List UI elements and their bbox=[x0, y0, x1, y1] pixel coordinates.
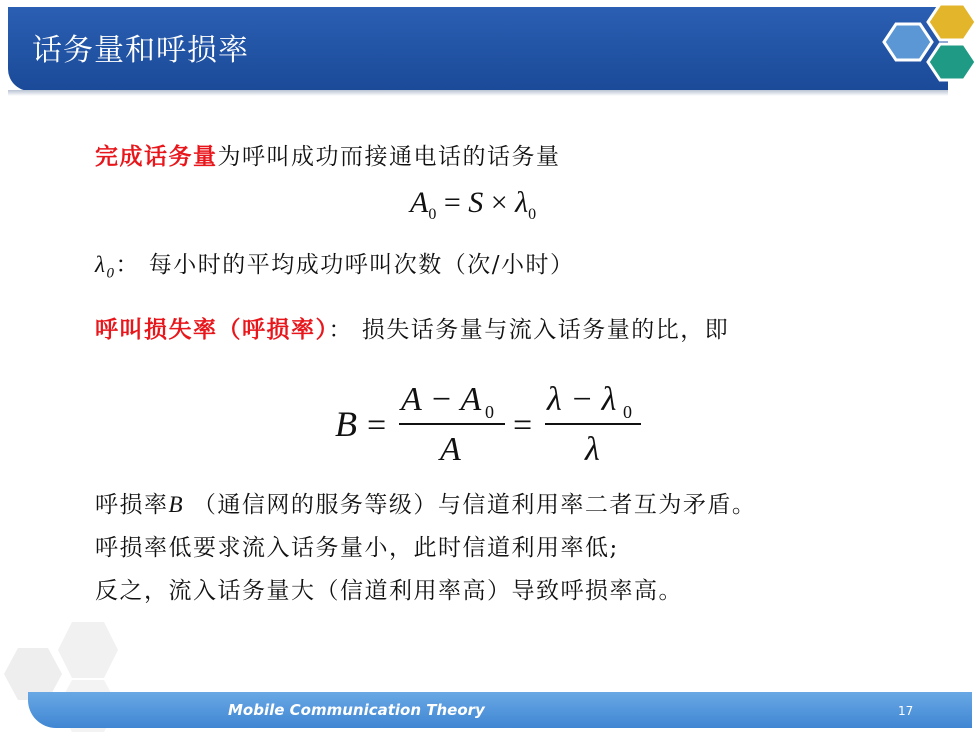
loss-rate-line bbox=[95, 311, 729, 344]
formula-num2-sub: 0 bbox=[623, 402, 632, 422]
formula-lhs: B bbox=[335, 404, 357, 444]
completed-traffic-term: 完成话务量 bbox=[95, 143, 218, 170]
completed-traffic-line bbox=[95, 138, 561, 171]
formula-eq1: = bbox=[367, 407, 387, 444]
loss-rate-formula bbox=[335, 378, 655, 468]
completed-traffic-definition: 为呼叫成功而接通电话的话务量 bbox=[217, 144, 561, 170]
footer-bar bbox=[28, 692, 972, 728]
slide-title: 话务量和呼损率 bbox=[32, 33, 249, 68]
page-number: 17 bbox=[898, 704, 914, 718]
formula-eq2: = bbox=[513, 407, 533, 444]
contradiction-line: 呼损率B （通信网的服务等级）与信道利用率二者互为矛盾。 bbox=[95, 492, 757, 518]
loss-rate-term: 呼叫损失率（呼损率） bbox=[95, 316, 329, 343]
formula-den2: λ bbox=[585, 431, 600, 468]
completed-traffic-formula: $A_0 = S \times \lambda_0$ bbox=[410, 186, 537, 223]
formula-den1: A bbox=[440, 431, 461, 468]
lambda-definition: ： 每小时的平均成功呼叫次数（次/小时） bbox=[115, 252, 575, 278]
high-traffic-line: 反之，流入话务量大（信道利用率高）导致呼损率高。 bbox=[95, 578, 683, 604]
formula-num1: A − A bbox=[401, 381, 482, 418]
low-loss-line: 呼损率低要求流入话务量小，此时信道利用率低; bbox=[95, 535, 619, 561]
footer-course-title: Mobile Communication Theory bbox=[228, 701, 485, 719]
lambda-definition-line: $\lambda_0$： 每小时的平均成功呼叫次数（次/小时） bbox=[95, 252, 575, 282]
formula-num1-sub: 0 bbox=[485, 402, 494, 422]
loss-rate-definition: ： 损失话务量与流入话务量的比，即 bbox=[328, 317, 730, 343]
formula-num2: λ − λ bbox=[547, 381, 617, 418]
lambda-symbol: λ bbox=[95, 252, 107, 277]
